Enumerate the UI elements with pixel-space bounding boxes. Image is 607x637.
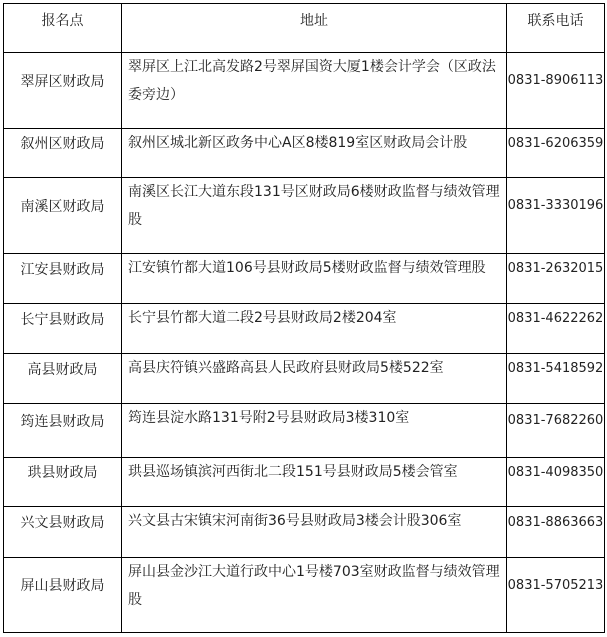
phone-cell: 0831-2632015 [507,254,605,304]
address-cell: 兴文县古宋镇宋河南街36号县财政局3楼会计股306室 [122,507,507,558]
registration-point-name: 南溪区财政局 [4,178,122,254]
address-cell: 高县庆符镇兴盛路高县人民政府县财政局5楼522室 [122,354,507,404]
registration-point-name: 珙县财政局 [4,458,122,507]
address-cell: 珙县巡场镇滨河西街北二段151号县财政局5楼会管室 [122,458,507,507]
table-row [4,254,605,304]
phone-cell: 0831-4098350 [507,458,605,507]
table-row [4,354,605,404]
address-cell: 翠屏区上江北高发路2号翠屏国资大厦1楼会计学会（区政法委旁边） [122,53,507,129]
table-row [4,129,605,178]
registration-point-name: 筠连县财政局 [4,404,122,458]
header-row [4,4,605,53]
phone-cell: 0831-5418592 [507,354,605,404]
phone-cell: 0831-5705213 [507,558,605,633]
table-row [4,458,605,507]
registration-points-table [3,3,605,633]
phone-cell: 0831-7682260 [507,404,605,458]
address-cell: 江安镇竹都大道106号县财政局5楼财政监督与绩效管理股 [122,254,507,304]
registration-point-name: 屏山县财政局 [4,558,122,633]
registration-point-name: 兴文县财政局 [4,507,122,558]
table-row [4,558,605,633]
phone-cell: 0831-8863663 [507,507,605,558]
table-row [4,178,605,254]
registration-point-name: 高县财政局 [4,354,122,404]
phone-cell: 0831-8906113 [507,53,605,129]
header-name: 报名点 [4,4,122,53]
address-cell: 叙州区城北新区政务中心A区8楼819室区财政局会计股 [122,129,507,178]
table-row [4,304,605,354]
table-row [4,507,605,558]
header-address: 地址 [122,4,507,53]
phone-cell: 0831-6206359 [507,129,605,178]
address-cell: 屏山县金沙江大道行政中心1号楼703室财政监督与绩效管理股 [122,558,507,633]
address-cell: 长宁县竹都大道二段2号县财政局2楼204室 [122,304,507,354]
address-cell: 南溪区长江大道东段131号区财政局6楼财政监督与绩效管理股 [122,178,507,254]
registration-point-name: 江安县财政局 [4,254,122,304]
phone-cell: 0831-3330196 [507,178,605,254]
registration-point-name: 翠屏区财政局 [4,53,122,129]
table-row [4,404,605,458]
registration-point-name: 长宁县财政局 [4,304,122,354]
table-row [4,53,605,129]
phone-cell: 0831-4622262 [507,304,605,354]
registration-point-name: 叙州区财政局 [4,129,122,178]
address-cell: 筠连县淀水路131号附2号县财政局3楼310室 [122,404,507,458]
header-phone: 联系电话 [507,4,605,53]
